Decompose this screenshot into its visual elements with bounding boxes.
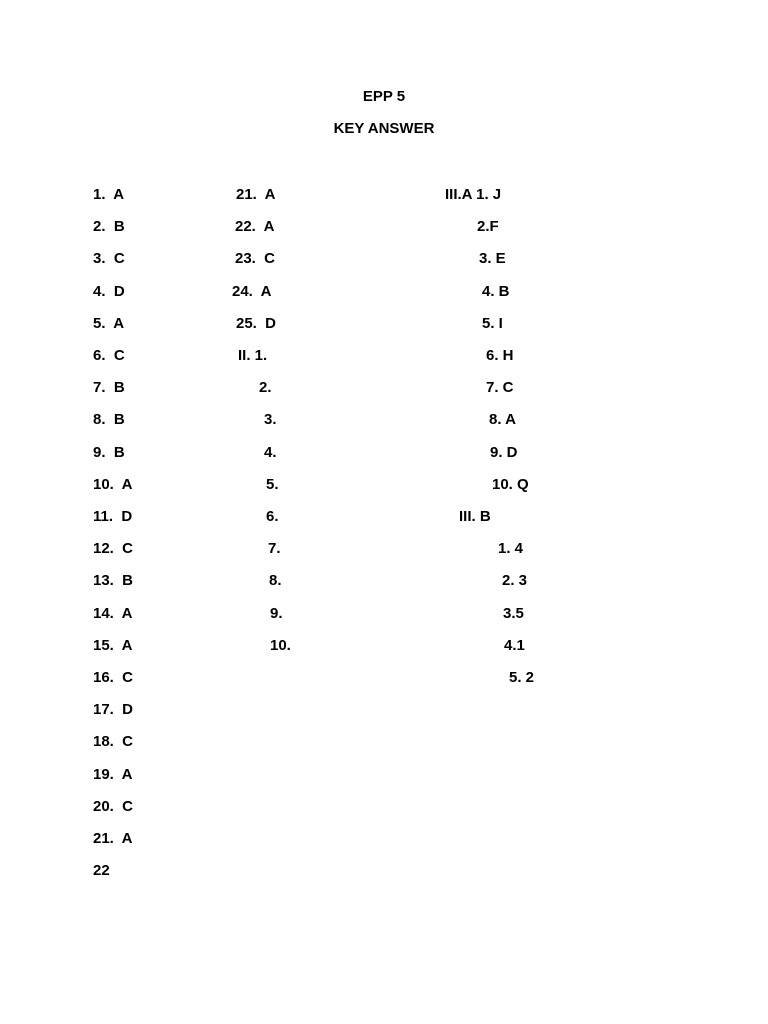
- answer-item-col2: 2.: [259, 379, 272, 396]
- answer-item-col3: 6. H: [486, 347, 514, 364]
- answer-item-col1: 5. A: [93, 315, 125, 332]
- answer-item-col1: 18. C: [93, 733, 134, 750]
- answer-item-col3: 4.1: [504, 637, 525, 654]
- answer-item-col1: 12. C: [93, 540, 134, 557]
- answer-item-col3: 2. 3: [502, 572, 528, 589]
- answer-item-col3: 2.F: [477, 218, 499, 235]
- answer-item-col3: 3. E: [479, 250, 506, 267]
- answer-item-col1: 1. A: [93, 186, 125, 203]
- answer-item-col2: 25. D: [236, 315, 277, 332]
- answer-item-col2: 9.: [270, 605, 283, 622]
- answer-item-col1: 21. A: [93, 830, 133, 847]
- answer-item-col2: 3.: [264, 411, 277, 428]
- answer-item-col2: 23. C: [235, 250, 276, 267]
- answer-item-col3: 9. D: [490, 444, 518, 461]
- answer-item-col2: 5.: [266, 476, 279, 493]
- answer-item-col3: 5. I: [482, 315, 503, 332]
- answer-item-col1: 3. C: [93, 250, 125, 267]
- answer-item-col3: 7. C: [486, 379, 514, 396]
- answer-item-col1: 4. D: [93, 283, 125, 300]
- answer-item-col2: II. 1.: [238, 347, 268, 364]
- answer-item-col1: 7. B: [93, 379, 125, 396]
- answer-item-col2: 24. A: [232, 283, 272, 300]
- answer-item-col3: III. B: [459, 508, 491, 525]
- answer-item-col2: 4.: [264, 444, 277, 461]
- answer-item-col3: 10. Q: [492, 476, 529, 493]
- document-subtitle: KEY ANSWER: [333, 120, 435, 137]
- answer-item-col3: 1. 4: [498, 540, 524, 557]
- answer-item-col1: 16. C: [93, 669, 134, 686]
- answer-item-col3: 4. B: [482, 283, 510, 300]
- answer-item-col1: 10. A: [93, 476, 133, 493]
- answer-item-col2: 6.: [266, 508, 279, 525]
- answer-item-col1: 14. A: [93, 605, 133, 622]
- answer-item-col3: 8. A: [489, 411, 516, 428]
- answer-item-col1: 6. C: [93, 347, 125, 364]
- answer-item-col2: 10.: [270, 637, 291, 654]
- answer-item-col1: 2. B: [93, 218, 125, 235]
- answer-item-col1: 11. D: [93, 508, 133, 525]
- answer-item-col3: III.A 1. J: [445, 186, 502, 203]
- answer-item-col2: 21. A: [236, 186, 276, 203]
- answer-item-col1: 15. A: [93, 637, 133, 654]
- answer-item-col3: 3.5: [503, 605, 524, 622]
- answer-item-col1: 8. B: [93, 411, 125, 428]
- answer-item-col3: 5. 2: [509, 669, 535, 686]
- answer-item-col2: 8.: [269, 572, 282, 589]
- answer-item-col1: 13. B: [93, 572, 134, 589]
- answer-item-col2: 22. A: [235, 218, 275, 235]
- answer-item-col1: 22: [93, 862, 110, 879]
- answer-item-col1: 9. B: [93, 444, 125, 461]
- answer-item-col2: 7.: [268, 540, 281, 557]
- answer-item-col1: 17. D: [93, 701, 134, 718]
- document-title: EPP 5: [362, 88, 406, 105]
- answer-item-col1: 19. A: [93, 766, 133, 783]
- answer-item-col1: 20. C: [93, 798, 134, 815]
